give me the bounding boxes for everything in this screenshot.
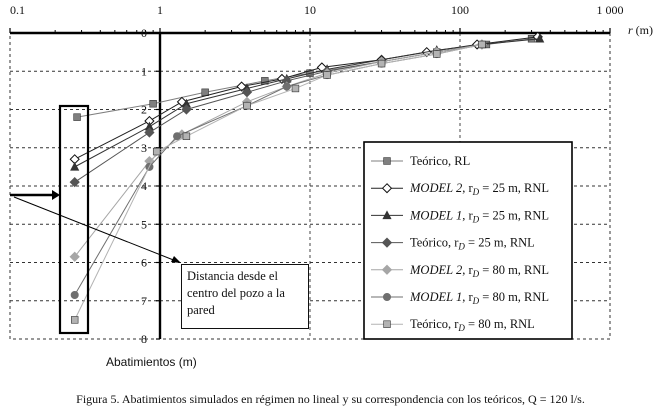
x-tick-label: 1 <box>157 3 163 17</box>
data-point <box>150 100 157 107</box>
y-tick-label: 8 <box>141 332 147 346</box>
annotation-line-2: centro del pozo a la <box>187 286 285 300</box>
data-point <box>74 114 81 121</box>
legend-label-3: MODEL 1, $r_D = 25$ m, RNL <box>410 208 550 225</box>
data-point <box>70 178 79 187</box>
x-tick-label: 10 <box>304 3 316 17</box>
y-tick-label: 4 <box>141 179 147 193</box>
data-point <box>283 83 290 90</box>
annotation-box <box>181 264 309 329</box>
data-point <box>324 72 331 79</box>
data-point <box>173 133 180 140</box>
annotation-arrow-head <box>171 256 181 263</box>
data-point <box>479 41 486 48</box>
data-point <box>153 148 160 155</box>
data-point <box>71 162 79 170</box>
data-point <box>292 85 299 92</box>
x-axis-label: r (m) <box>628 23 653 37</box>
legend-label-5: MODEL 2, $r_D = 80$ m, RNL <box>410 262 550 279</box>
data-point <box>71 316 78 323</box>
data-point <box>71 291 78 298</box>
annotation-arrow-line <box>14 197 176 261</box>
data-point <box>70 252 79 261</box>
legend-label-6: MODEL 1, $r_D = 80$ m, RNL <box>410 290 550 306</box>
data-point <box>244 102 251 109</box>
legend-marker <box>383 293 390 300</box>
x-tick-label: 100 <box>451 3 469 17</box>
x-tick-label: 1 000 <box>596 3 624 17</box>
legend-label-2: MODEL 2, $r_D = 25$ m, RNL <box>410 181 550 198</box>
y-tick-label: 0 <box>141 26 147 40</box>
y-tick-label: 5 <box>141 217 147 232</box>
y-tick-label: 7 <box>141 293 147 308</box>
data-point <box>183 133 190 140</box>
annotation-line-1: Distancia desde el <box>187 269 278 283</box>
legend-label-4: Teórico, $r_D = 25$ m, RNL <box>410 235 535 252</box>
annotation-line-3: pared <box>187 303 215 317</box>
y-tick-label: 6 <box>141 255 147 270</box>
x-tick-label: 0.1 <box>10 3 25 17</box>
y-tick-label: 3 <box>141 140 147 155</box>
y-axis-label: Abatimientos (m) <box>106 355 197 369</box>
y-tick-label: 1 <box>141 64 147 79</box>
legend-marker <box>384 158 391 165</box>
arrow-head <box>52 190 60 200</box>
y-tick-label: 2 <box>141 102 147 117</box>
data-point <box>378 60 385 67</box>
legend-label-1: Teórico, RL <box>410 154 471 168</box>
figure-caption: Figura 5. Abatimientos simulados en régimen no lineal y su correspondencia con los teóricos, Q = 120 l/s. <box>76 392 585 406</box>
legend-label-7: Teórico, $r_D = 80$ m, RNL <box>410 317 535 334</box>
data-point <box>433 51 440 58</box>
data-point <box>202 89 209 96</box>
legend-marker <box>384 321 391 328</box>
